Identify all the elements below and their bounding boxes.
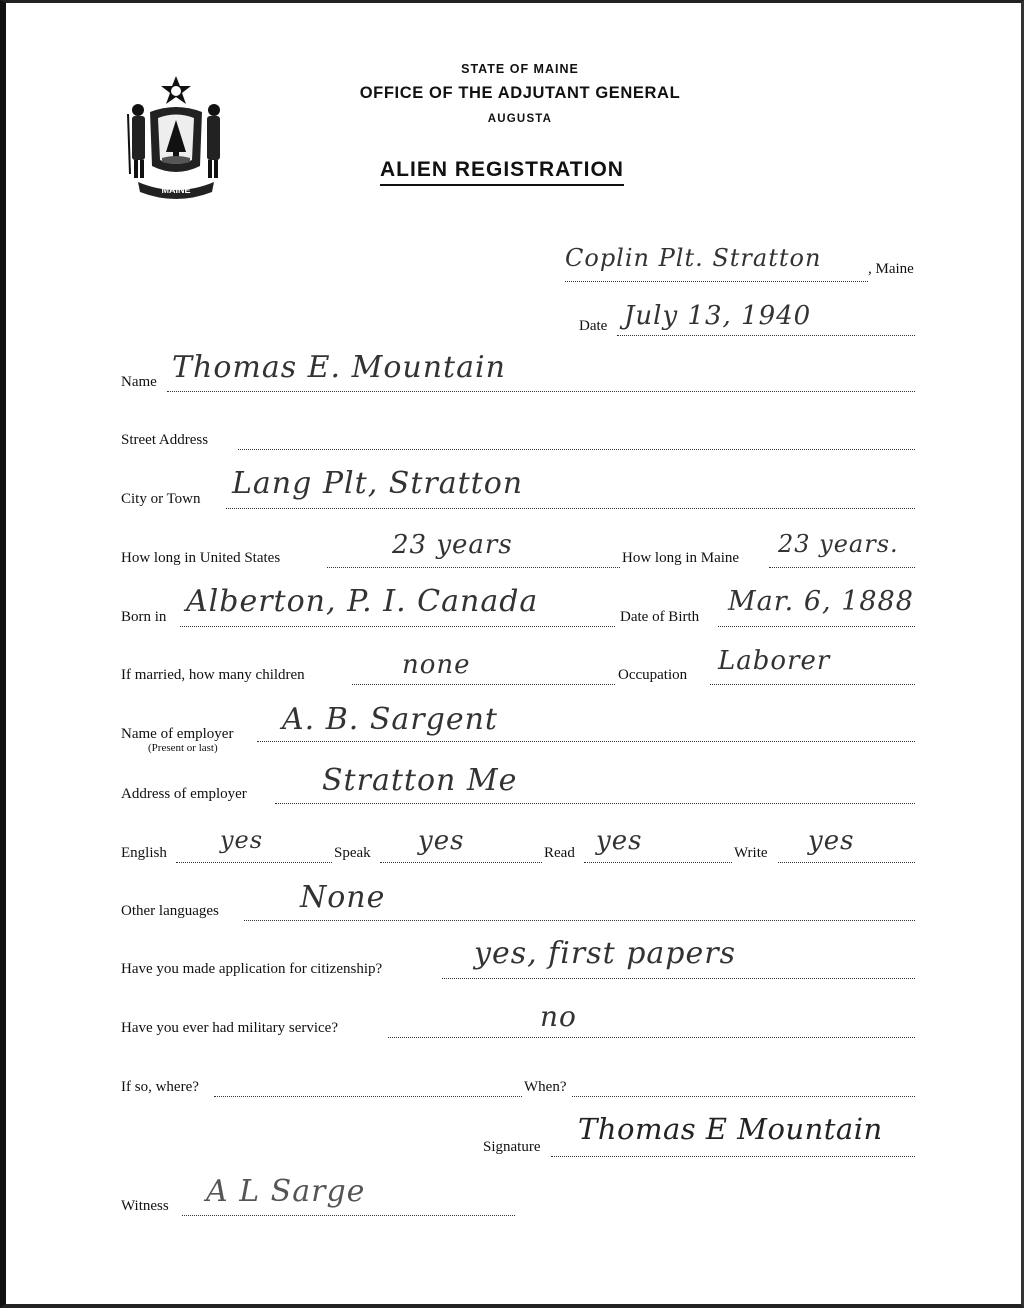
dob-label: Date of Birth [620,609,700,625]
header-office: OFFICE OF THE ADJUTANT GENERAL [359,84,681,102]
name-value: Thomas E. Mountain [172,350,506,385]
street-label: Street Address [121,432,209,448]
date-value: July 13, 1940 [624,301,812,331]
city-line [226,508,915,509]
where-line [214,1096,522,1097]
write-label: Write [734,845,768,861]
witness-label: Witness [121,1198,169,1214]
street-line [238,449,915,450]
employer-label: Name of employer [121,726,234,742]
citizenship-value: yes, first papers [474,936,736,971]
signature-label: Signature [483,1139,541,1155]
name-label: Name [121,374,157,390]
english-value: yes [220,826,264,854]
read-value: yes [596,826,643,856]
maine-years-line [769,567,915,568]
speak-label: Speak [334,845,371,861]
city-value: Lang Plt, Stratton [232,466,524,501]
write-value: yes [808,826,855,856]
born-line [180,626,615,627]
date-label: Date [579,318,608,334]
place-suffix: , Maine [868,261,914,277]
city-label: City or Town [121,491,201,507]
where-label: If so, where? [121,1079,199,1095]
employer-address-label: Address of employer [121,786,247,802]
english-line [176,862,332,863]
employer-value: A. B. Sargent [282,702,498,737]
military-label: Have you ever had military service? [121,1020,338,1036]
english-label: English [121,845,167,861]
write-line [778,862,915,863]
occupation-value: Laborer [718,646,831,676]
when-line [572,1096,915,1097]
occupation-line [710,684,915,685]
other-languages-label: Other languages [121,903,219,919]
svg-text:MAINE: MAINE [161,185,191,195]
maine-years-label: How long in Maine [622,550,740,566]
when-label: When? [524,1079,567,1095]
date-line [617,335,915,336]
born-label: Born in [121,609,167,625]
employer-address-line [275,803,915,804]
read-line [584,862,732,863]
speak-value: yes [418,826,465,856]
dob-value: Mar. 6, 1888 [728,586,914,617]
military-value: no [540,1000,577,1033]
signature-value: Thomas E Mountain [578,1112,883,1146]
employer-sublabel: (Present or last) [148,742,218,754]
read-label: Read [544,845,575,861]
us-years-line [327,567,620,568]
witness-value: A L Sarge [206,1174,366,1209]
children-label: If married, how many children [121,667,305,683]
military-line [388,1037,915,1038]
children-line [352,684,615,685]
form-title: ALIEN REGISTRATION [380,158,624,186]
us-years-value: 23 years [392,530,513,560]
place-value: Coplin Plt. Stratton [565,244,822,272]
citizenship-label: Have you made application for citizenship? [121,961,383,977]
other-languages-value: None [300,880,386,915]
dob-line [718,626,915,627]
signature-line [551,1156,915,1157]
us-years-label: How long in United States [121,550,281,566]
born-value: Alberton, P. I. Canada [186,584,539,619]
citizenship-line [442,978,915,979]
maine-years-value: 23 years. [778,530,899,558]
speak-line [380,862,542,863]
name-line [167,391,915,392]
employer-line [257,741,915,742]
children-value: none [402,650,471,680]
witness-line [182,1215,515,1216]
header-city: AUGUSTA [487,113,553,125]
header-state: STATE OF MAINE [461,62,579,76]
other-languages-line [244,920,915,921]
occupation-label: Occupation [618,667,688,683]
employer-address-value: Stratton Me [322,763,518,798]
place-line [565,281,868,282]
